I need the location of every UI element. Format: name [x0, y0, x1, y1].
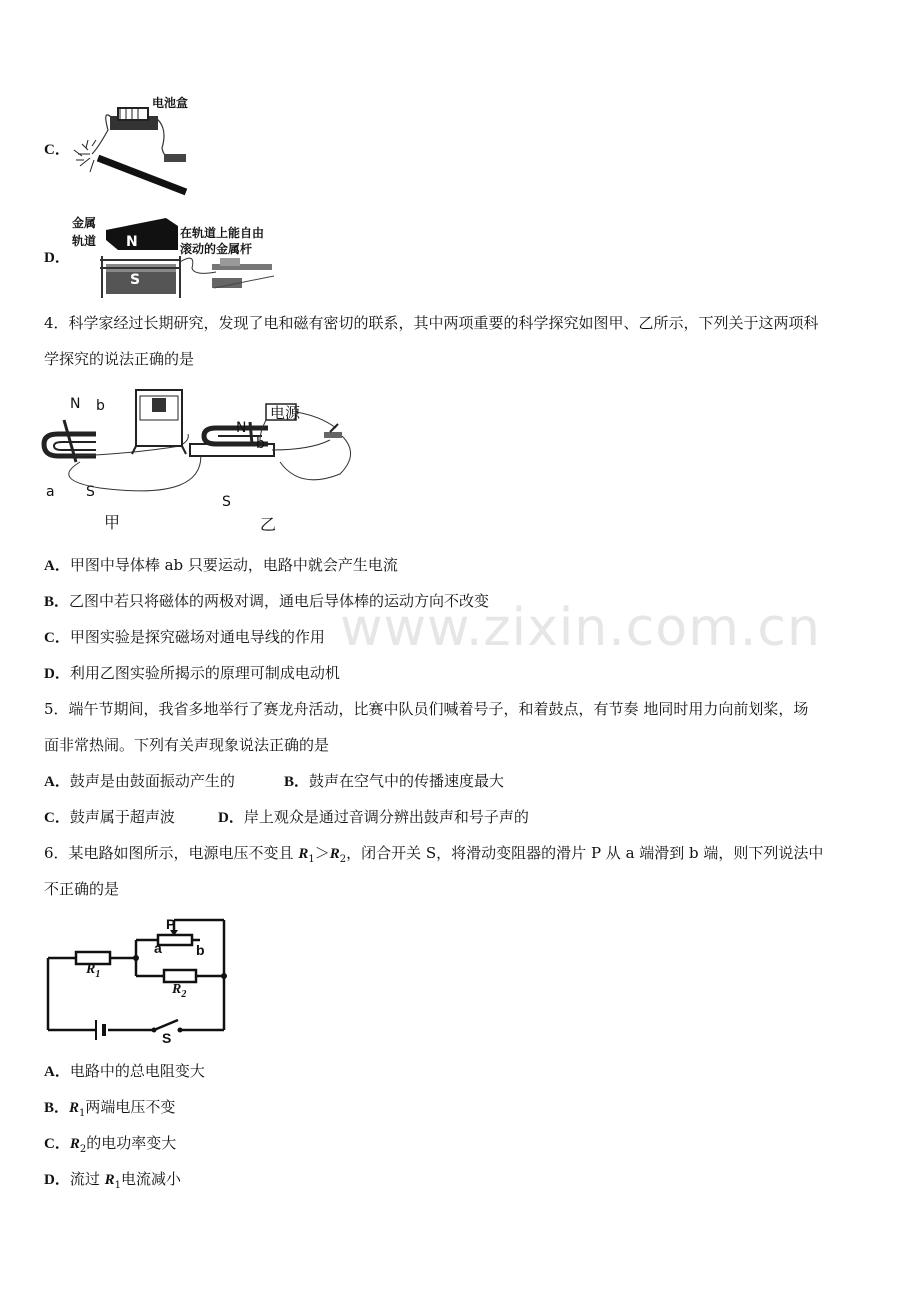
q3-rolling-rod-caption-2: 滚动的金属杆 — [180, 242, 253, 256]
q4-yi-s-label: S — [222, 494, 231, 510]
q4-option-a[interactable]: A．甲图中导体棒 ab 只要运动，电路中就会产生电流 — [44, 556, 398, 574]
q5-option-d[interactable]: D．岸上观众是通过音调分辨出鼓声和号子声的 — [218, 808, 529, 826]
q4-option-d[interactable]: D．利用乙图实验所揭示的原理可制成电动机 — [44, 664, 340, 682]
q6-option-b[interactable]: B．$R_1$两端电压不变 — [44, 1098, 176, 1119]
q4-jia-caption: 甲 — [104, 513, 121, 532]
q4-jia-n-label: N — [70, 396, 81, 412]
q6-slider-p-label: P — [166, 916, 176, 932]
q3-option-d-letter: D． — [44, 250, 70, 266]
q3-option-d-figure — [96, 212, 280, 300]
q6-r2-label: $R_2$ — [172, 982, 187, 1000]
q3-battery-box-caption: 电池盒 — [152, 96, 189, 110]
q6-stem-line-2: 不正确的是 — [44, 880, 120, 898]
q5-stem-line-2: 面非常热闹。下列有关声现象说法正确的是 — [44, 736, 330, 754]
q6-r1-label: $R_1$ — [86, 962, 101, 980]
q4-yi-caption: 乙 — [260, 515, 277, 534]
watermark: www.zixin.com.cn — [340, 598, 821, 658]
q4-jia-s-label: S — [86, 484, 95, 500]
q6-stem-line-1: 6．某电路如图所示，电源电压不变且 $R_1>R_2$，闭合开关 S，将滑动变阻器的滑片 P 从 a 端滑到 b 端，则下列说法中 — [44, 844, 824, 865]
q6-option-d[interactable]: D．流过 $R_1$电流减小 — [44, 1170, 182, 1191]
q4-jia-a-label: a — [46, 484, 55, 500]
q6-end-a-label: a — [154, 940, 162, 956]
q6-end-b-label: b — [196, 942, 205, 958]
q6-switch-s-label: S — [162, 1030, 172, 1046]
q6-circuit-diagram — [40, 912, 236, 1048]
q5-option-a[interactable]: A．鼓声是由鼓面振动产生的 — [44, 772, 235, 790]
q4-stem-line-2: 学探究的说法正确的是 — [44, 350, 195, 368]
q3-rolling-rod-caption-1: 在轨道上能自由 — [180, 226, 265, 240]
q4-yi-b-label: b — [256, 436, 265, 452]
q3-metal-track-caption-1: 金属 — [72, 216, 97, 230]
q4-power-label: 电源 — [270, 404, 301, 422]
q4-jia-b-label: b — [96, 398, 105, 414]
q5-stem-line-1: 5．端午节期间，我省多地举行了赛龙舟活动，比赛中队员们喊着号子，和着鼓点，有节奏 地同时用力向前划桨，场 — [44, 700, 809, 718]
q3-magnet-n-label: N — [126, 234, 138, 250]
q4-yi-n-label: N — [236, 420, 247, 436]
q3-magnet-s-label: S — [130, 272, 141, 288]
q4-stem-line-1: 4．科学家经过长期研究，发现了电和磁有密切的联系，其中两项重要的科学探究如图甲、乙所示，下列关于这两项科 — [44, 314, 819, 332]
q3-metal-track-caption-2: 轨道 — [72, 234, 97, 248]
q4-option-c[interactable]: C．甲图实验是探究磁场对通电导线的作用 — [44, 628, 325, 646]
q5-option-b[interactable]: B．鼓声在空气中的传播速度最大 — [284, 772, 505, 790]
q4-option-b[interactable]: B．乙图中若只将磁体的两极对调，通电后导体棒的运动方向不改变 — [44, 592, 490, 610]
q5-option-c[interactable]: C．鼓声属于超声波 — [44, 808, 175, 826]
q3-option-c-letter: C． — [44, 142, 70, 158]
q6-option-c[interactable]: C．$R_2$的电功率变大 — [44, 1134, 177, 1155]
q6-option-a[interactable]: A．电路中的总电阻变大 — [44, 1062, 205, 1080]
